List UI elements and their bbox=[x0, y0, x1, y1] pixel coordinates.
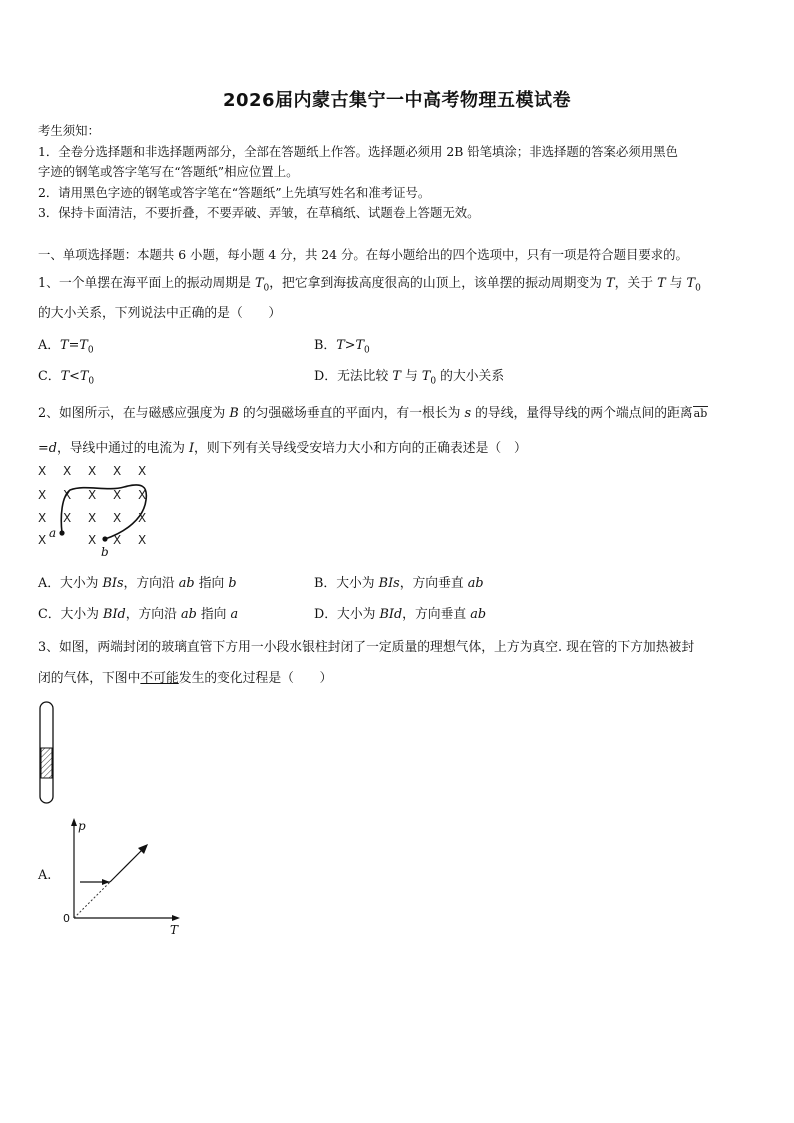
notice-item-3: 3．保持卡面清洁，不要折叠，不要弄破、弄皱，在草稿纸、试题卷上答题无效。 bbox=[38, 205, 480, 220]
endpoint-b bbox=[102, 536, 107, 541]
field-x: X bbox=[113, 488, 122, 502]
field-x: X bbox=[63, 488, 72, 502]
q1-option-c[interactable]: C．$T<T_0$ bbox=[38, 369, 95, 387]
q1-stem-line1: 1、一个单摆在海平面上的振动周期是 $T_0$，把它拿到海拔高度很高的山顶上，该单摆的振动周期变为 T，关于 T 与 $T_0$ bbox=[38, 276, 701, 294]
q1-stem-line2: 的大小关系，下列说法中正确的是（ ） bbox=[38, 306, 282, 321]
q2-option-c[interactable]: C．大小为 BId，方向沿 ab 指向 a bbox=[38, 607, 239, 622]
label-b: b bbox=[101, 545, 109, 559]
field-x: X bbox=[88, 464, 97, 478]
q2-option-b[interactable]: B．大小为 BIs，方向垂直 ab bbox=[314, 576, 484, 591]
field-x: X bbox=[38, 464, 47, 478]
extrapolation-line bbox=[74, 882, 110, 918]
field-x: X bbox=[38, 511, 47, 525]
q3-option-a-label[interactable]: A. bbox=[38, 868, 52, 883]
field-x: X bbox=[88, 533, 97, 547]
field-x: X bbox=[113, 511, 122, 525]
field-x: X bbox=[63, 511, 72, 525]
x-axis-arrow bbox=[172, 915, 180, 921]
field-x: X bbox=[138, 511, 147, 525]
q2-option-d[interactable]: D．大小为 BId，方向垂直 ab bbox=[314, 607, 487, 622]
page-title: 2026届内蒙古集宁一中高考物理五模试卷 bbox=[222, 90, 572, 111]
q1-option-a[interactable]: A．$T=T_0$ bbox=[38, 338, 94, 356]
field-x: X bbox=[138, 464, 147, 478]
field-x: X bbox=[113, 533, 122, 547]
section-heading: 一、单项选择题：本题共 6 小题，每小题 4 分，共 24 分。在每小题给出的四个选项中，只有一项是符合题目要求的。 bbox=[38, 247, 688, 262]
label-a: a bbox=[49, 526, 57, 540]
magnetic-field-figure bbox=[34, 460, 164, 562]
field-x: X bbox=[113, 464, 122, 478]
notice-heading: 考生须知： bbox=[38, 123, 100, 138]
field-x: X bbox=[138, 488, 147, 502]
notice-item-1-cont: 字迹的钢笔或答字笔写在“答题纸”相应位置上。 bbox=[38, 164, 299, 179]
q2-option-a[interactable]: A．大小为 BIs，方向沿 ab 指向 b bbox=[38, 576, 237, 591]
field-x: X bbox=[38, 488, 47, 502]
q2-stem-line1: 2、如图所示，在与磁感应强度为 B 的匀强磁场垂直的平面内，有一根长为 s 的导线，量得导线的两个端点间的距离ab bbox=[38, 406, 708, 421]
y-axis-label: p bbox=[78, 819, 86, 833]
notice-item-1: 1．全卷分选择题和非选择题两部分，全部在答题纸上作答。选择题必须用 2B 铅笔填涂；非选择题的答案必须用黑色 bbox=[38, 144, 678, 159]
q1-option-b[interactable]: B．$T>T_0$ bbox=[314, 338, 370, 356]
q3-stem-line1: 3、如图，两端封闭的玻璃直管下方用一小段水银柱封闭了一定质量的理想气体，上方为真空. 现在管的下方加热被封 bbox=[38, 640, 695, 655]
q3-stem-line2: 闭的气体，下图中不可能发生的变化过程是（ ） bbox=[38, 671, 333, 686]
field-x: X bbox=[138, 533, 147, 547]
q1-option-d[interactable]: D．无法比较 T 与 $T_0$ 的大小关系 bbox=[314, 369, 505, 387]
glass-tube-figure bbox=[36, 700, 58, 806]
field-x: X bbox=[88, 511, 97, 525]
mercury-column bbox=[41, 748, 52, 778]
q2-stem-line2: =d，导线中通过的电流为 I，则下列有关导线受安培力大小和方向的正确表述是（ ） bbox=[38, 441, 527, 456]
notice-item-2: 2．请用黑色字迹的钢笔或答字笔在“答题纸”上先填写姓名和准考证号。 bbox=[38, 185, 431, 200]
p-t-graph bbox=[58, 812, 188, 938]
wire-curve bbox=[61, 485, 146, 539]
field-x: X bbox=[63, 464, 72, 478]
field-x: X bbox=[38, 533, 47, 547]
endpoint-a bbox=[59, 530, 64, 535]
y-axis-arrow bbox=[71, 818, 77, 826]
segment-arrow bbox=[102, 879, 110, 885]
origin-label: 0 bbox=[63, 912, 70, 925]
field-x: X bbox=[88, 488, 97, 502]
x-axis-label: T bbox=[170, 923, 179, 937]
rising-segment bbox=[110, 848, 144, 882]
